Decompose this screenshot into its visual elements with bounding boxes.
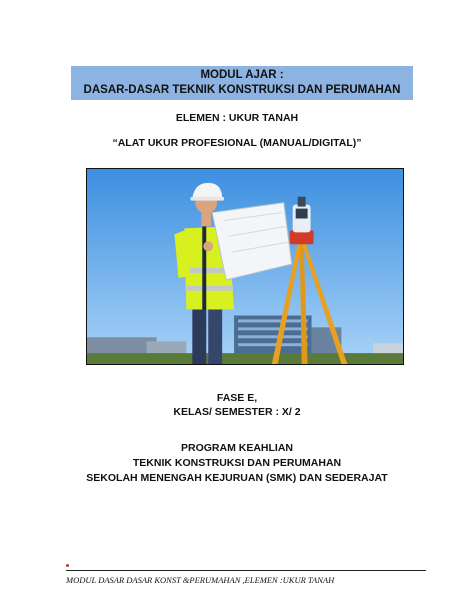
footer-marker	[66, 564, 69, 567]
program-heading: PROGRAM KEAHLIAN	[181, 442, 293, 454]
footer-text: MODUL DASAR DASAR KONST &PERUMAHAN ,ELEMEN :UKUR TANAH	[66, 575, 335, 585]
program-name: TEKNIK KONSTRUKSI DAN PERUMAHAN	[132, 457, 342, 469]
surveyor-illustration	[87, 169, 403, 364]
banner-line-2: DASAR-DASAR TEKNIK KONSTRUKSI DAN PERUMAHAN	[83, 84, 401, 96]
footer-rule	[66, 570, 426, 571]
banner-line-1: MODUL AJAR :	[200, 69, 284, 81]
title-banner	[71, 66, 413, 100]
school-type: SEKOLAH MENENGAH KEJURUAN (SMK) DAN SEDERAJAT	[86, 472, 388, 484]
module-subtitle: “ALAT UKUR PROFESIONAL (MANUAL/DIGITAL)”	[112, 137, 362, 149]
phase-label: FASE E,	[216, 392, 258, 404]
cover-photo	[86, 168, 404, 365]
class-semester: KELAS/ SEMESTER : X/ 2	[173, 406, 301, 418]
element-title: ELEMEN : UKUR TANAH	[175, 112, 299, 124]
